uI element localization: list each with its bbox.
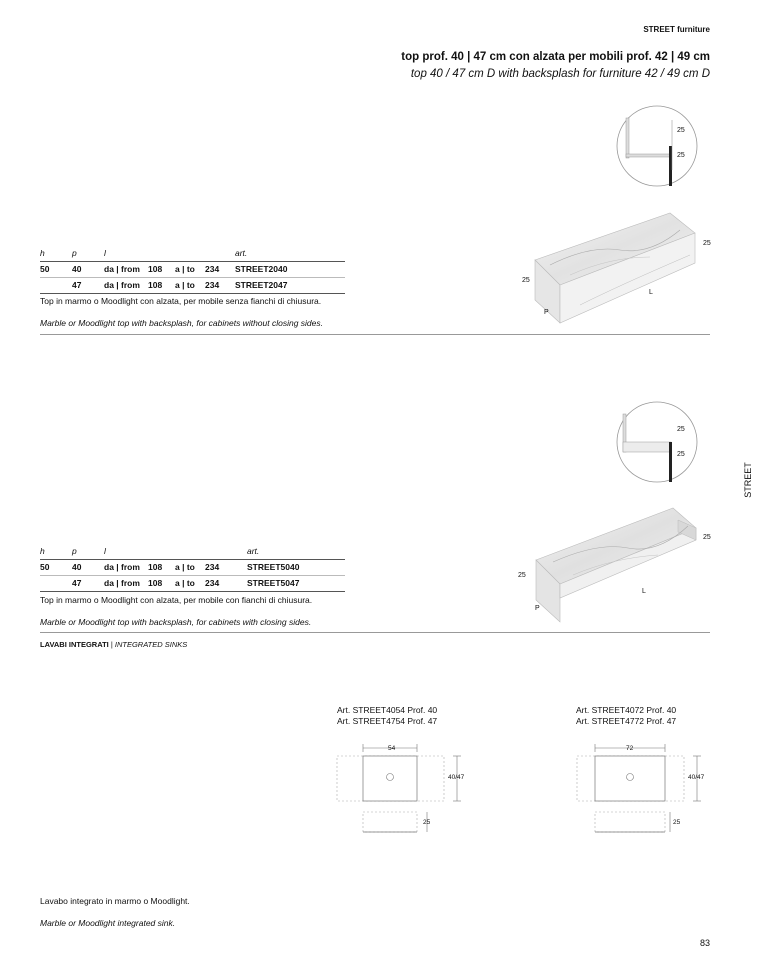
render-dim-length-2: L [642, 588, 646, 595]
spec-table-header: h p l art. [40, 544, 345, 560]
render-dim-right-2: 25 [703, 534, 711, 541]
spec-table-2 [40, 544, 345, 592]
sinks-description-english: Marble or Moodlight integrated sink. [40, 918, 176, 928]
spec-table-header: h p l art. [40, 246, 345, 262]
sink-article-2: Art. STREET4072 Prof. 40 Art. STREET4772 Prof. 47 [576, 705, 677, 726]
marble-top-render-2 [528, 500, 700, 625]
render-dim-length: L [649, 289, 653, 296]
sink-article-1: Art. STREET4054 Prof. 40 Art. STREET4754 Prof. 47 [337, 705, 438, 726]
brand-label: STREET furniture [643, 25, 710, 34]
backsplash-detail-circle-2 [608, 398, 708, 488]
sink-2-width-dim: 72 [626, 745, 634, 752]
side-section-label: STREET [742, 462, 753, 498]
sink-1-depth-dim: 40/47 [448, 774, 465, 781]
detail-dim-top: 25 [677, 127, 685, 134]
detail-dim-bottom-2: 25 [677, 451, 685, 458]
backsplash-detail-circle [608, 102, 708, 192]
description-english-2: Marble or Moodlight top with backsplash, for cabinets with closing sides. [40, 617, 312, 627]
sink-drawing-2 [575, 740, 710, 840]
render-dim-depth: P [544, 309, 549, 316]
sink-2-depth-dim: 40/47 [688, 774, 705, 781]
sink-1-width-dim: 54 [388, 745, 396, 752]
sinks-section-title: LAVABI INTEGRATI | INTEGRATED SINKS [40, 640, 188, 649]
render-dim-depth-2: P [535, 605, 540, 612]
sinks-description-italian: Lavabo integrato in marmo o Moodlight. [40, 896, 190, 906]
page-heading-italian: top prof. 40 | 47 cm con alzata per mobili prof. 42 | 49 cm [401, 51, 710, 63]
spec-table-1 [40, 246, 345, 294]
table-row: 47 da | from 108 a | to 234 STREET2047 [40, 278, 345, 294]
render-dim-left: 25 [522, 277, 530, 284]
render-dim-left-2: 25 [518, 572, 526, 579]
detail-dim-top-2: 25 [677, 426, 685, 433]
section-divider [40, 334, 710, 335]
page-heading-english: top 40 / 47 cm D with backsplash for furniture 42 / 49 cm D [410, 68, 710, 80]
table-row: 50 40 da | from 108 a | to 234 STREET2040 [40, 262, 345, 278]
table-row: 50 40 da | from 108 a | to 234 STREET5040 [40, 560, 345, 576]
table-row: 47 da | from 108 a | to 234 STREET5047 [40, 576, 345, 592]
marble-top-render [530, 205, 700, 325]
page-number: 83 [700, 938, 711, 948]
detail-dim-bottom: 25 [677, 152, 685, 159]
description-italian-1: Top in marmo o Moodlight con alzata, per mobile senza fianchi di chiusura. [40, 296, 322, 306]
description-italian-2: Top in marmo o Moodlight con alzata, per mobile con fianchi di chiusura. [40, 595, 313, 605]
section-divider-2 [40, 632, 710, 633]
sink-drawing-1 [335, 740, 470, 840]
sink-2-height-dim: 25 [673, 819, 681, 826]
render-dim-right: 25 [703, 240, 711, 247]
sink-1-height-dim: 25 [423, 819, 431, 826]
description-english-1: Marble or Moodlight top with backsplash, for cabinets without closing sides. [40, 318, 324, 328]
